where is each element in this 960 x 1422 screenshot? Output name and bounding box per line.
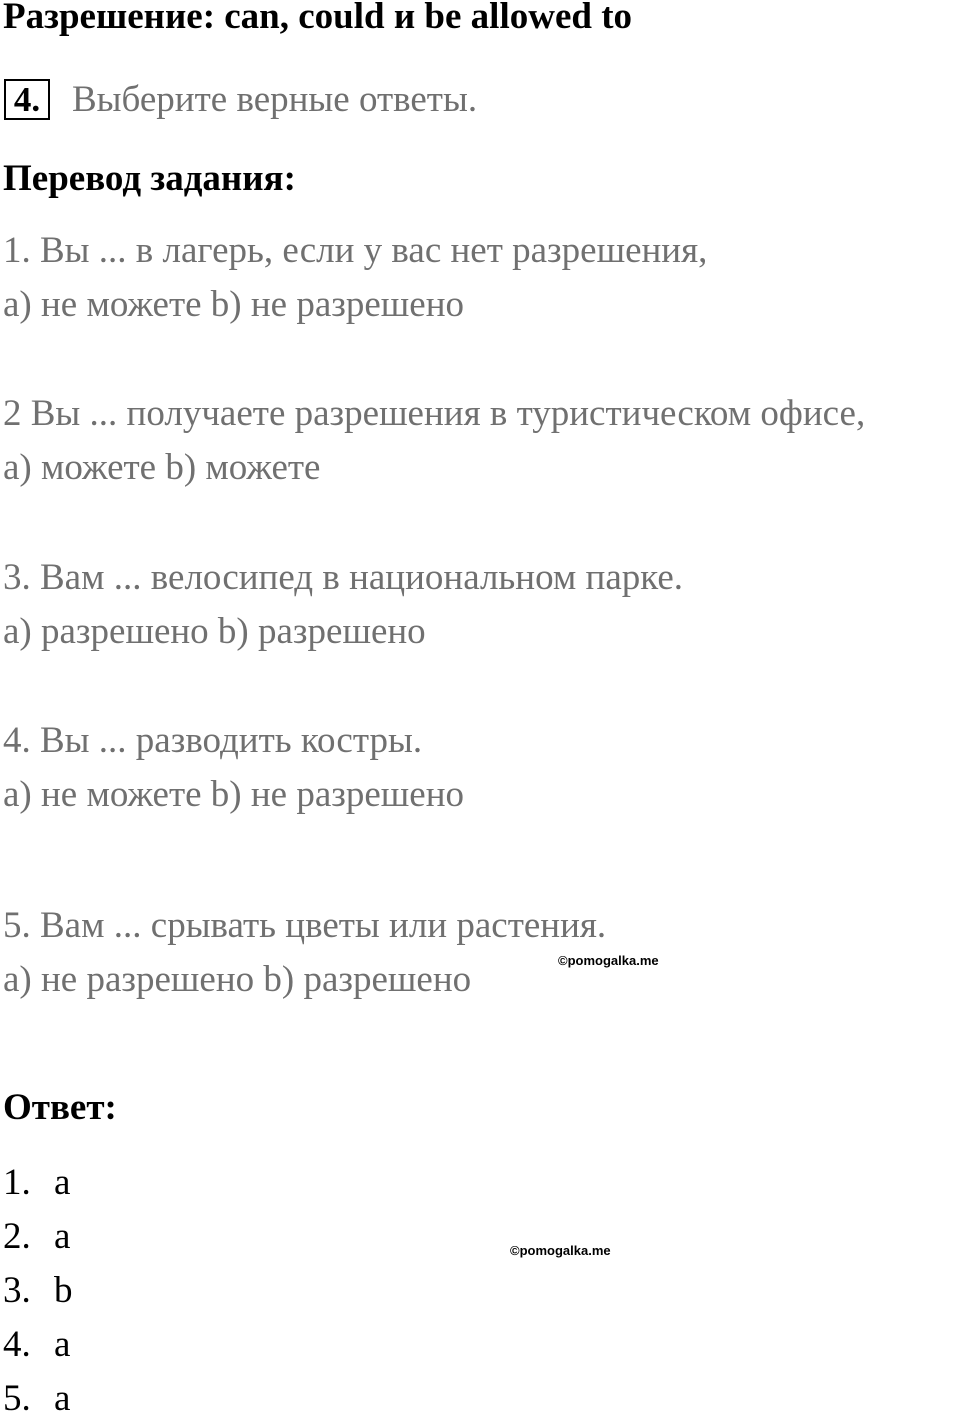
question-2-options: а) можете b) можете <box>3 447 321 488</box>
answer-item <box>3 1160 70 1206</box>
answer-heading: Ответ: <box>3 1087 117 1128</box>
answer-item <box>3 1376 70 1422</box>
answer-value: a <box>54 1324 71 1365</box>
answer-item <box>3 1214 70 1260</box>
question-3-text: 3. Вам ... велосипед в национальном парке. <box>3 557 684 598</box>
watermark: ©pomogalka.me <box>558 953 659 968</box>
watermark: ©pomogalka.me <box>510 1243 611 1258</box>
question-5-text: 5. Вам ... срывать цветы или растения. <box>3 905 607 946</box>
question-5-options: а) не разрешено b) разрешено <box>3 959 472 1000</box>
page-title: Разрешение: can, could и be allowed to <box>3 0 633 37</box>
answer-value: a <box>54 1378 71 1419</box>
answer-value: b <box>54 1270 73 1311</box>
translation-heading: Перевод задания: <box>3 158 296 199</box>
question-4-options: а) не можете b) не разрешено <box>3 774 465 815</box>
question-1-text: 1. Вы ... в лагерь, если у вас нет разрешения, <box>3 230 708 271</box>
task-instruction: Выберите верные ответы. <box>72 79 478 120</box>
question-2-text: 2 Вы ... получаете разрешения в туристическом офисе, <box>3 393 866 434</box>
answer-item <box>3 1322 70 1368</box>
task-number-box: 4. <box>4 79 50 120</box>
answer-value: a <box>54 1216 71 1257</box>
answer-number: 3. <box>3 1270 31 1311</box>
answer-number: 5. <box>3 1378 31 1419</box>
question-1-options: а) не можете b) не разрешено <box>3 284 465 325</box>
answer-value: a <box>54 1162 71 1203</box>
answer-number: 2. <box>3 1216 31 1257</box>
answer-item <box>3 1268 73 1314</box>
question-4-text: 4. Вы ... разводить костры. <box>3 720 423 761</box>
answer-number: 4. <box>3 1324 31 1365</box>
question-3-options: а) разрешено b) разрешено <box>3 611 426 652</box>
answer-number: 1. <box>3 1162 31 1203</box>
